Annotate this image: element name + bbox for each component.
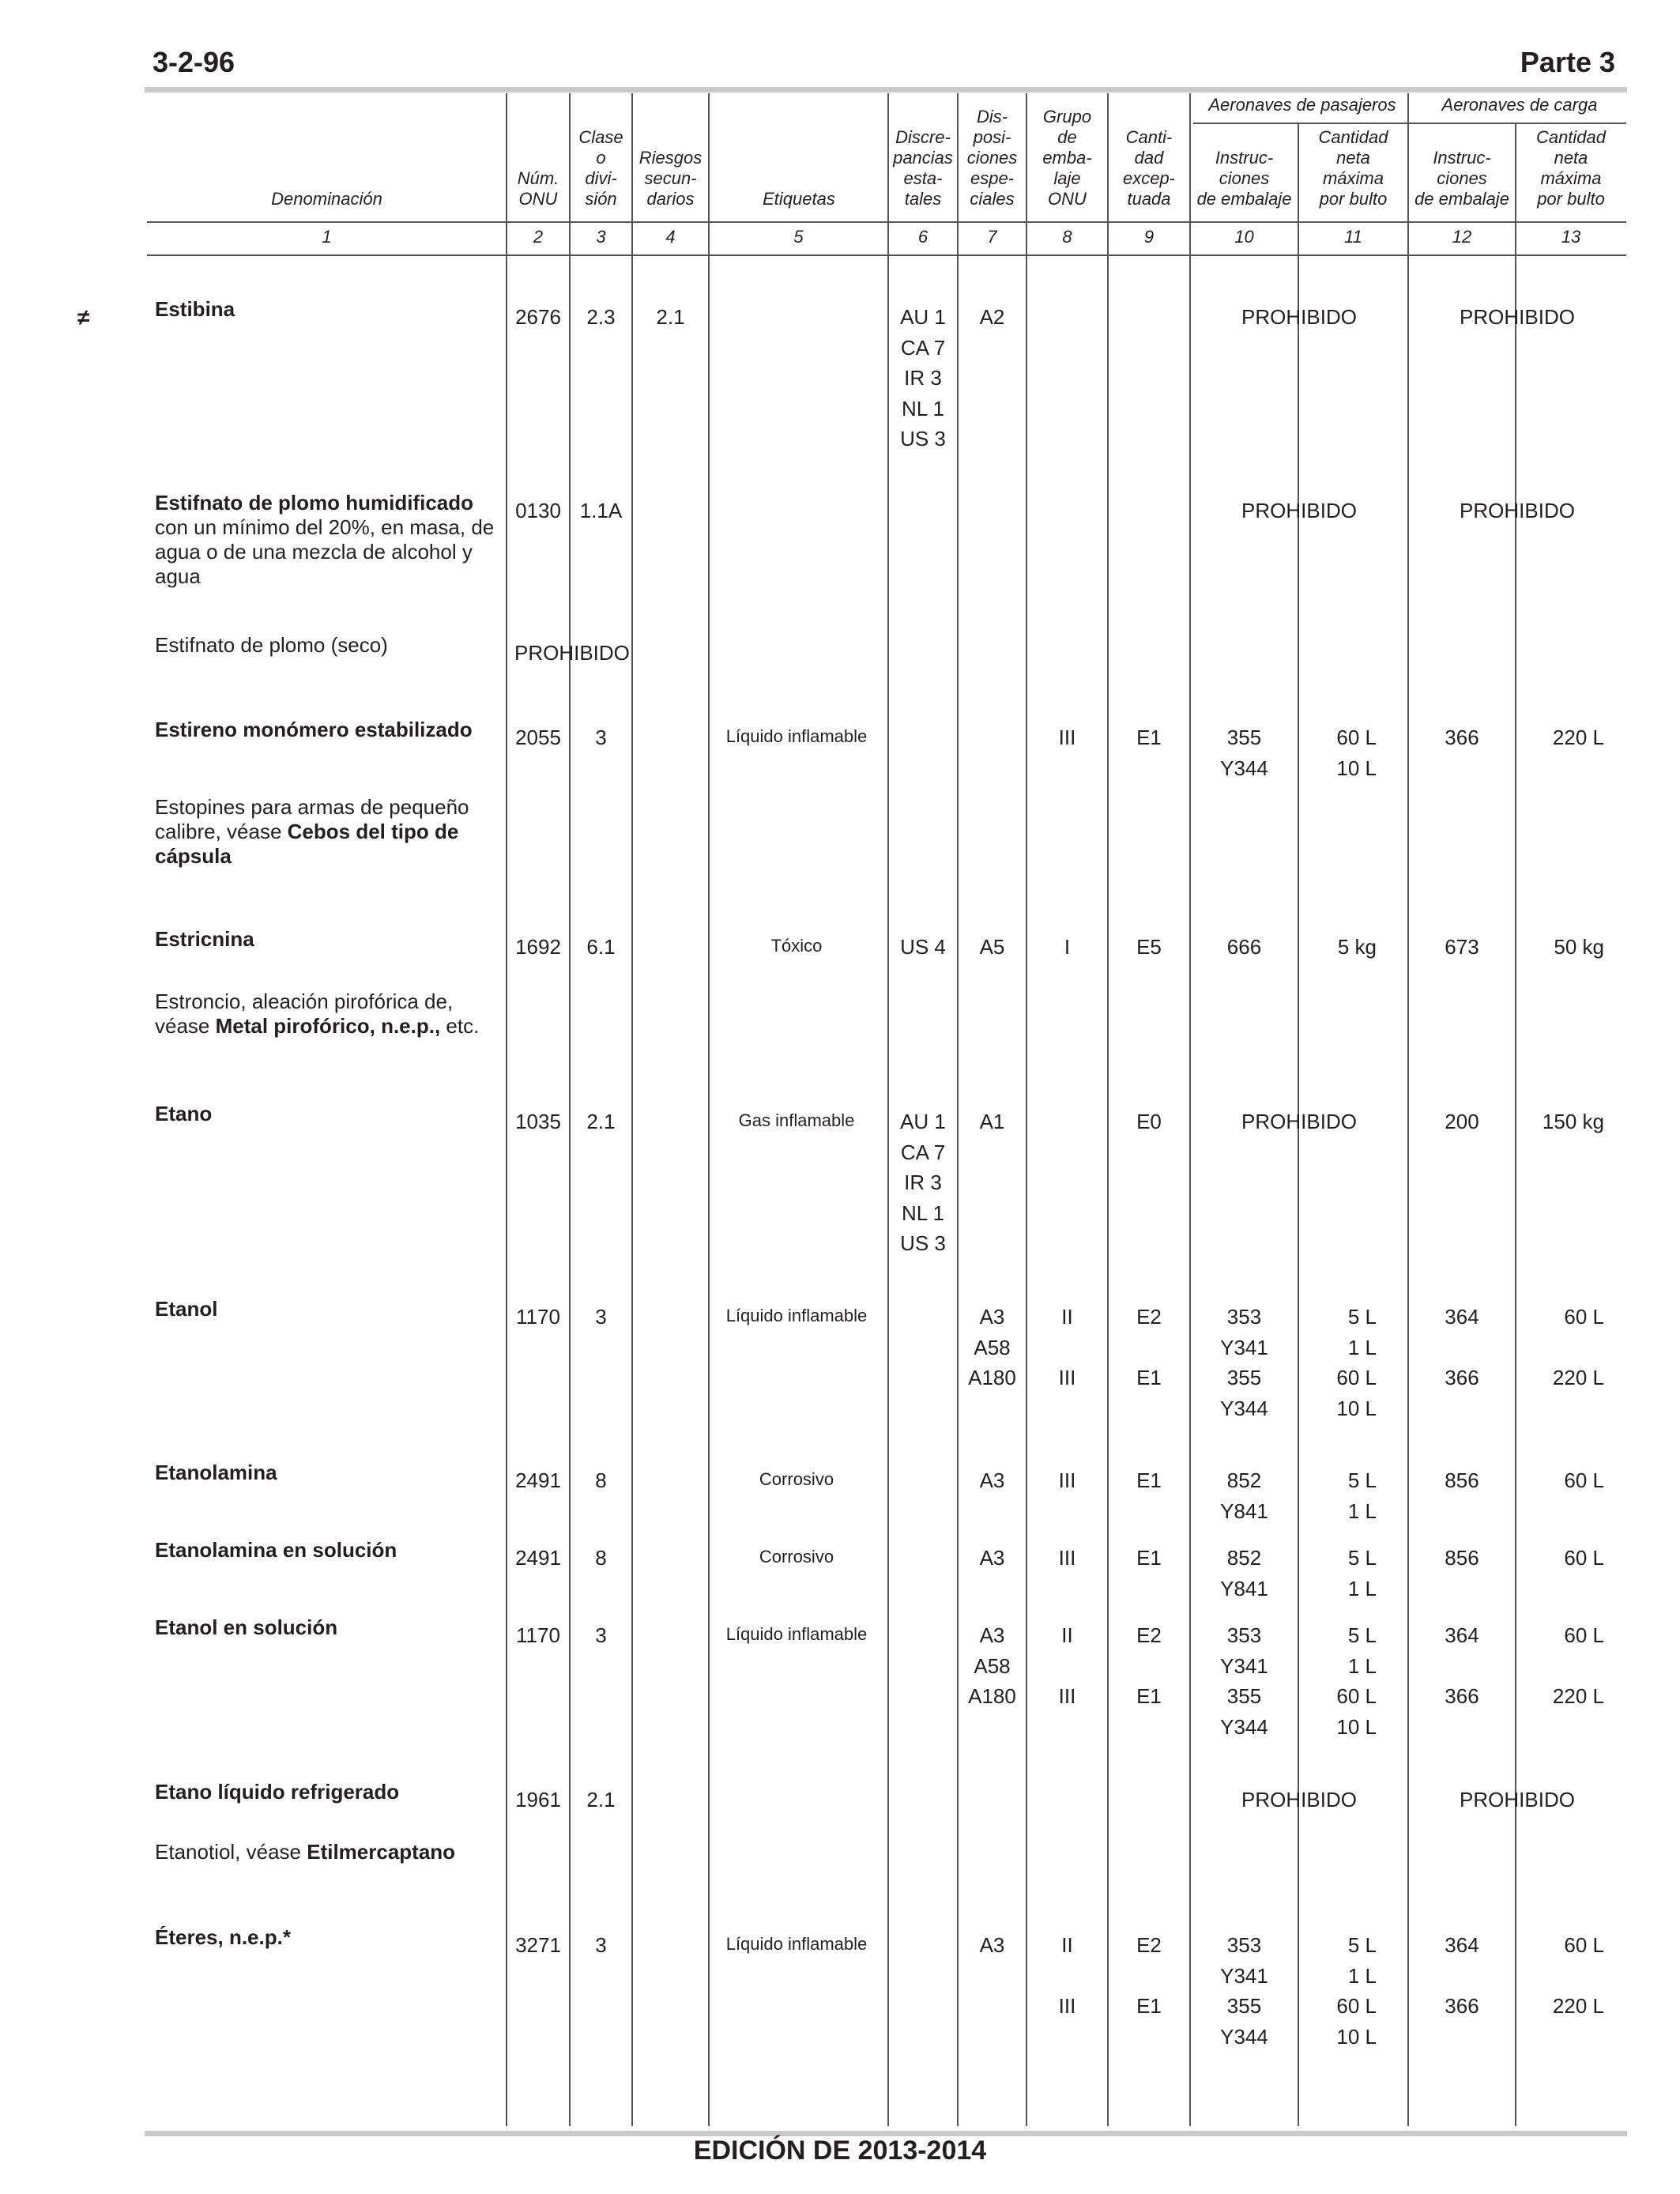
- un-prohibited: PROHIBIDO: [514, 641, 630, 665]
- header-line: máxima: [1322, 168, 1384, 188]
- un-number: 1035: [515, 1110, 561, 1133]
- cargo-packing-instruction: 200: [1445, 1110, 1479, 1133]
- passenger-prohibited: PROHIBIDO: [1241, 1110, 1357, 1133]
- un-number: 2491: [515, 1546, 561, 1570]
- cargo-packing-instruction: 673: [1445, 935, 1479, 959]
- cargo-prohibited: PROHIBIDO: [1460, 305, 1575, 329]
- class-division: 2.1: [586, 1110, 616, 1133]
- header-line: tales: [904, 189, 942, 209]
- header-line: Canti-: [1125, 127, 1173, 147]
- hazard-label: Corrosivo: [759, 1547, 834, 1566]
- header-line: posi-: [973, 127, 1011, 147]
- header-line: emba-: [1042, 148, 1092, 168]
- entry-name-reference: Cebos del tipo de cápsula: [155, 820, 459, 868]
- header-c9: [1108, 127, 1190, 209]
- entry-name-bold: Estifnato de plomo humidificado: [155, 491, 473, 515]
- un-number: 3271: [515, 1933, 561, 1957]
- header-line: de embalaje: [1414, 189, 1509, 209]
- cargo-packing-instruction: 856: [1445, 1468, 1479, 1492]
- column-number: 10: [1234, 227, 1254, 247]
- passenger-packing-instruction: 852 Y841: [1220, 1468, 1268, 1523]
- entry-name-plain: Estroncio, aleación pirofórica de, véase: [155, 990, 454, 1038]
- cargo-packing-instruction: 364 366: [1445, 1933, 1479, 2018]
- column-number: 1: [322, 227, 332, 247]
- part-title: Parte 3: [1520, 46, 1615, 78]
- passenger-max-quantity: 5 kg: [1337, 935, 1377, 959]
- header-line: excep-: [1122, 168, 1176, 188]
- entry-name: [155, 633, 503, 658]
- passenger-packing-instruction: 355 Y344: [1220, 726, 1268, 780]
- header-line: ONU: [1048, 189, 1087, 209]
- entry-name-tail: etc.: [440, 1014, 480, 1038]
- cargo-packing-instruction: 364 366: [1445, 1305, 1479, 1389]
- header-line: máxima: [1540, 168, 1602, 188]
- excepted-quantity: E1: [1136, 726, 1162, 749]
- cargo-packing-instruction: 856: [1445, 1546, 1479, 1570]
- header-line: Clase: [578, 127, 623, 147]
- header-c4: [632, 148, 709, 209]
- passenger-packing-instruction: 666: [1226, 935, 1262, 959]
- un-number: 2676: [515, 305, 561, 329]
- passenger-prohibited: PROHIBIDO: [1241, 499, 1357, 522]
- header-line: divi-: [585, 168, 617, 188]
- packing-group: I: [1064, 935, 1071, 959]
- passenger-max-quantity: 60 L 10 L: [1336, 726, 1377, 780]
- cargo-max-quantity: 60 L: [1564, 1468, 1604, 1492]
- un-number: 1961: [515, 1788, 561, 1811]
- entry-name: [155, 990, 503, 1039]
- entry-name-bold: Estibina: [155, 297, 235, 321]
- subsidiary-risk: 2.1: [656, 305, 685, 329]
- header-line: ciones: [966, 148, 1018, 168]
- excepted-quantity: E1: [1136, 1468, 1162, 1492]
- header-c10: [1190, 148, 1298, 209]
- column-number: 12: [1452, 227, 1472, 247]
- column-number: 2: [533, 227, 544, 247]
- packing-group: III: [1058, 1468, 1076, 1492]
- header-line: de: [1057, 127, 1077, 147]
- excepted-quantity: E5: [1136, 935, 1162, 959]
- column-number: 7: [987, 227, 997, 247]
- special-provisions: A3: [979, 1546, 1005, 1570]
- class-division: 3: [595, 1305, 607, 1329]
- header-line: Discre-: [895, 127, 951, 147]
- header-denominacion: Denominación: [271, 189, 382, 209]
- header-c6: [888, 127, 958, 209]
- header-line: por bulto: [1319, 189, 1388, 209]
- header-c7: [958, 107, 1026, 209]
- entry-name: [155, 1840, 503, 1864]
- entry-name-bold: Etanolamina: [155, 1461, 277, 1484]
- entry-name: [155, 1297, 503, 1321]
- class-division: 8: [595, 1546, 607, 1570]
- passenger-max-quantity: 5 L 1 L 60 L 10 L: [1336, 1933, 1377, 2049]
- header-line: dad: [1134, 148, 1164, 168]
- special-provisions: A5: [979, 935, 1005, 959]
- excepted-quantity: E2 E1: [1136, 1623, 1162, 1708]
- column-number: 6: [917, 227, 929, 247]
- special-provisions: A3: [979, 1468, 1005, 1492]
- header-line: tuada: [1127, 189, 1171, 209]
- packing-group: III: [1058, 726, 1076, 749]
- header-etiquetas: Etiquetas: [763, 189, 835, 209]
- hazard-label: Líquido inflamable: [725, 1306, 868, 1325]
- special-provisions: A3: [979, 1933, 1005, 1957]
- class-division: 3: [595, 1933, 607, 1957]
- header-rule: [145, 87, 1627, 92]
- packing-group: II III: [1058, 1933, 1076, 2018]
- header-line: secun-: [644, 168, 697, 188]
- entry-name-plain: Estopines para armas de pequeño calibre, véase: [155, 795, 469, 843]
- header-line: Dis-: [976, 107, 1008, 126]
- header-line: ciones: [1437, 168, 1487, 188]
- cargo-max-quantity: 150 kg: [1542, 1110, 1604, 1133]
- header-line: de embalaje: [1196, 189, 1292, 209]
- colnum-bottom-line: [147, 254, 1626, 256]
- special-provisions: A1: [979, 1110, 1005, 1133]
- un-number: 1170: [516, 1623, 560, 1647]
- class-division: 1.1A: [579, 499, 623, 522]
- entry-name: [155, 1102, 503, 1126]
- un-number: 1692: [515, 935, 561, 959]
- cargo-max-quantity: 220 L: [1552, 726, 1604, 749]
- column-number: 4: [665, 227, 676, 247]
- entry-name-bold: Estricnina: [155, 927, 254, 951]
- column-number: 13: [1561, 227, 1581, 247]
- entry-name-bold: Etanolamina en solución: [155, 1538, 397, 1562]
- packing-group: III: [1058, 1546, 1076, 1570]
- cargo-max-quantity: 50 kg: [1554, 935, 1604, 959]
- entry-name-plain: Estifnato de plomo (seco): [155, 633, 388, 657]
- entry-name: [155, 718, 503, 742]
- entry-name-bold: Etanol en solución: [155, 1615, 338, 1639]
- excepted-quantity: E2 E1: [1136, 1305, 1162, 1389]
- header-line: espe-: [970, 168, 1015, 188]
- header-line: Instruc-: [1433, 148, 1491, 168]
- header-line: Cantidad: [1318, 127, 1388, 147]
- cargo-max-quantity: 60 L 220 L: [1552, 1933, 1604, 2018]
- column-number: 11: [1344, 227, 1362, 247]
- passenger-prohibited: PROHIBIDO: [1241, 305, 1357, 329]
- passenger-packing-instruction: 353 Y341 355 Y344: [1220, 1305, 1268, 1420]
- entry-name-bold: Etano: [155, 1102, 213, 1125]
- entry-name: [155, 1780, 503, 1804]
- hazard-label: Líquido inflamable: [725, 726, 868, 746]
- header-line: Riesgos: [638, 148, 703, 168]
- header-line: Núm.: [517, 168, 559, 188]
- group-cargo-header: Aeronaves de carga: [1441, 95, 1598, 115]
- excepted-quantity: E0: [1136, 1110, 1162, 1133]
- entry-name-bold: Éteres, n.e.p.*: [155, 1925, 291, 1949]
- class-division: 2.3: [586, 305, 616, 329]
- special-provisions: A2: [979, 305, 1005, 329]
- entry-name: [155, 927, 503, 952]
- un-number: 0130: [515, 499, 561, 522]
- entry-name-bold: Etano líquido refrigerado: [155, 1780, 400, 1804]
- entry-name-bold: Estireno monómero estabilizado: [155, 718, 473, 741]
- cargo-max-quantity: 60 L 220 L: [1552, 1305, 1604, 1389]
- header-c3: [570, 127, 632, 209]
- entry-name-bold: Etanol: [155, 1297, 218, 1321]
- column-number: 8: [1062, 227, 1072, 247]
- change-mark: ≠: [77, 305, 90, 330]
- group-under-line: [1193, 123, 1626, 124]
- class-division: 8: [595, 1468, 607, 1492]
- header-line: esta-: [903, 168, 943, 188]
- hazard-label: Gas inflamable: [738, 1110, 855, 1130]
- state-variations: AU 1 CA 7 IR 3 NL 1 US 3: [900, 1110, 946, 1255]
- class-division: 3: [595, 1623, 607, 1647]
- header-c2: [507, 168, 570, 209]
- class-division: 2.1: [586, 1788, 616, 1811]
- entry-name-reference: Etilmercaptano: [307, 1840, 456, 1864]
- entry-name-reference: Metal pirofórico, n.e.p.,: [215, 1014, 441, 1038]
- entry-name: [155, 491, 503, 589]
- packing-group: II III: [1058, 1623, 1076, 1708]
- header-line: o: [596, 148, 606, 168]
- column-number: 9: [1143, 227, 1155, 247]
- header-line: Cantidad: [1535, 127, 1607, 147]
- passenger-prohibited: PROHIBIDO: [1241, 1788, 1357, 1811]
- hazard-label: Líquido inflamable: [725, 1934, 868, 1954]
- passenger-max-quantity: 5 L 1 L: [1347, 1468, 1377, 1523]
- header-line: laje: [1053, 168, 1081, 188]
- header-line: ciales: [970, 189, 1015, 209]
- un-number: 2055: [515, 726, 561, 749]
- entry-name: [155, 1615, 503, 1640]
- class-division: 3: [595, 726, 607, 749]
- passenger-packing-instruction: 353 Y341 355 Y344: [1220, 1623, 1268, 1739]
- header-line: por bulto: [1537, 189, 1605, 209]
- header-c8: [1026, 107, 1108, 209]
- special-provisions: A3 A58 A180: [968, 1305, 1016, 1389]
- entry-name: [155, 1538, 503, 1563]
- header-c12: [1408, 148, 1516, 209]
- excepted-quantity: E2 E1: [1136, 1933, 1162, 2018]
- entry-name: [155, 795, 503, 869]
- group-passenger-header: Aeronaves de pasajeros: [1208, 95, 1396, 115]
- cargo-packing-instruction: 364 366: [1445, 1623, 1479, 1708]
- column-number: 5: [793, 227, 804, 247]
- page-number: 3-2-96: [153, 46, 235, 78]
- header-c13: [1516, 127, 1626, 209]
- header-line: Instruc-: [1215, 148, 1274, 168]
- passenger-max-quantity: 5 L 1 L 60 L 10 L: [1336, 1305, 1377, 1420]
- cargo-prohibited: PROHIBIDO: [1460, 499, 1575, 522]
- packing-group: II III: [1058, 1305, 1076, 1389]
- passenger-max-quantity: 5 L 1 L: [1347, 1546, 1377, 1600]
- hazard-label: Tóxico: [770, 936, 823, 956]
- state-variations: US 4: [900, 935, 946, 959]
- header-line: neta: [1554, 148, 1588, 168]
- column-number: 3: [596, 227, 606, 247]
- excepted-quantity: E1: [1136, 1546, 1162, 1570]
- entry-name: [155, 1461, 503, 1485]
- header-c11: [1298, 127, 1408, 209]
- un-number: 1170: [516, 1305, 560, 1329]
- entry-name: [155, 297, 503, 322]
- entry-name-rest: con un mínimo del 20%, en masa, de agua o de una mezcla de alcohol y agua: [155, 515, 495, 588]
- passenger-max-quantity: 5 L 1 L 60 L 10 L: [1336, 1623, 1377, 1739]
- header-line: Grupo: [1042, 107, 1092, 126]
- edition-footer: EDICIÓN DE 2013-2014: [693, 2136, 987, 2166]
- class-division: 6.1: [586, 935, 616, 959]
- cargo-prohibited: PROHIBIDO: [1460, 1788, 1575, 1811]
- header-line: sión: [585, 189, 617, 209]
- cargo-max-quantity: 60 L: [1564, 1546, 1604, 1570]
- header-line: darios: [646, 189, 695, 209]
- entry-name: [155, 1925, 503, 1950]
- un-number: 2491: [515, 1468, 561, 1492]
- hazard-label: Líquido inflamable: [725, 1624, 868, 1644]
- cargo-packing-instruction: 366: [1445, 726, 1479, 749]
- header-line: ciones: [1219, 168, 1270, 188]
- header-line: pancias: [893, 148, 953, 168]
- header-line: neta: [1336, 148, 1370, 168]
- passenger-packing-instruction: 852 Y841: [1220, 1546, 1268, 1600]
- passenger-packing-instruction: 353 Y341 355 Y344: [1220, 1933, 1268, 2049]
- state-variations: AU 1 CA 7 IR 3 NL 1 US 3: [900, 305, 946, 450]
- header-bottom-line: [147, 221, 1626, 223]
- header-line: ONU: [518, 189, 558, 209]
- hazard-label: Corrosivo: [759, 1469, 834, 1489]
- cargo-max-quantity: 60 L 220 L: [1552, 1623, 1604, 1708]
- column-line: [708, 93, 710, 2126]
- special-provisions: A3 A58 A180: [968, 1623, 1016, 1708]
- entry-name-plain: Etanotiol, véase: [155, 1840, 307, 1864]
